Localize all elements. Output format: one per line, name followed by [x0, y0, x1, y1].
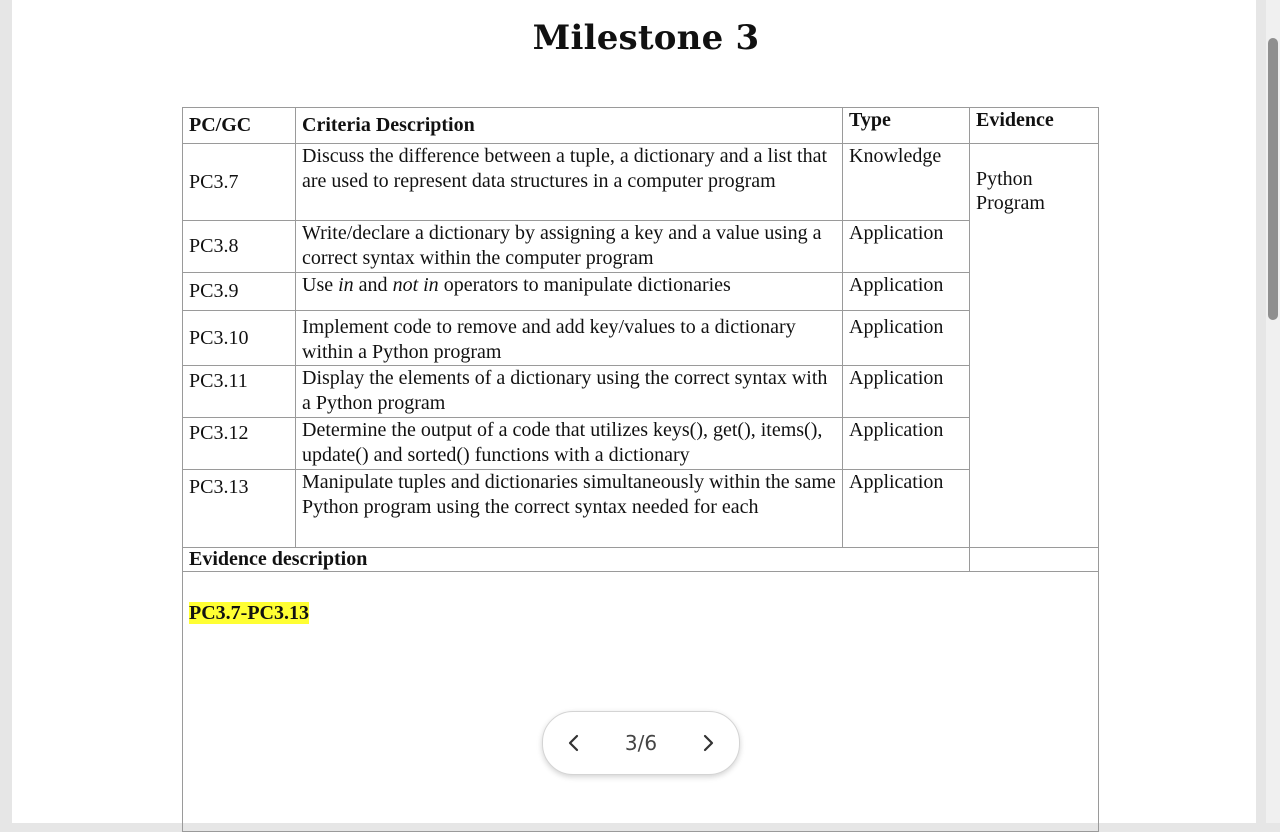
row-description: Discuss the difference between a tuple, a dictionary and a list that are used to represent data structures in a computer program: [296, 144, 843, 221]
table-header-row: [183, 108, 1099, 144]
table-row: [183, 273, 1099, 311]
row-type: Application: [843, 470, 970, 548]
chevron-right-icon[interactable]: [694, 729, 722, 757]
row-type: Knowledge: [843, 144, 970, 221]
row-code: PC3.8: [183, 221, 296, 273]
table-row: [183, 311, 1099, 366]
row-code: PC3.9: [183, 273, 296, 311]
header-description: Criteria Description: [296, 108, 843, 144]
table-row: [183, 221, 1099, 273]
row-description: Use in and not in operators to manipulate dictionaries: [296, 273, 843, 311]
page-title: Milestone 3: [532, 18, 760, 58]
row-code: PC3.7: [183, 144, 296, 221]
row-description: Display the elements of a dictionary using the correct syntax with a Python program: [296, 366, 843, 418]
evidence-description-label: Evidence description: [183, 548, 970, 572]
row-code: PC3.10: [183, 311, 296, 366]
table-row: [183, 366, 1099, 418]
page-counter: 3/6: [624, 731, 658, 755]
row-type: Application: [843, 221, 970, 273]
scrollbar-thumb[interactable]: [1268, 38, 1278, 320]
row-description: Implement code to remove and add key/values to a dictionary within a Python program: [296, 311, 843, 366]
row-code: PC3.13: [183, 470, 296, 548]
row-code: PC3.12: [183, 418, 296, 470]
table-row: [183, 470, 1099, 548]
table-row: [183, 418, 1099, 470]
evidence-cell: Python Program: [970, 144, 1099, 548]
row-type: Application: [843, 273, 970, 311]
evidence-range-highlight: PC3.7-PC3.13: [189, 602, 309, 624]
header-code: PC/GC: [183, 108, 296, 144]
row-type: Application: [843, 311, 970, 366]
scrollbar[interactable]: [1266, 0, 1280, 823]
row-type: Application: [843, 366, 970, 418]
row-description: Determine the output of a code that utilizes keys(), get(), items(), update() and sorted() functions with a dictionary: [296, 418, 843, 470]
evidence-body-row: [183, 572, 1099, 832]
header-evidence: Evidence: [970, 108, 1099, 144]
row-code: PC3.11: [183, 366, 296, 418]
evidence-description-row: [183, 548, 1099, 572]
document-page: [12, 0, 1256, 823]
header-type: Type: [843, 108, 970, 144]
row-description: Manipulate tuples and dictionaries simultaneously within the same Python program using the correct syntax needed for each: [296, 470, 843, 548]
page-navigator: [542, 711, 740, 775]
evidence-body: [183, 572, 1099, 832]
row-type: Application: [843, 418, 970, 470]
table-row: [183, 144, 1099, 221]
row-description: Write/declare a dictionary by assigning a key and a value using a correct syntax within the computer program: [296, 221, 843, 273]
evidence-description-empty: [970, 548, 1099, 572]
